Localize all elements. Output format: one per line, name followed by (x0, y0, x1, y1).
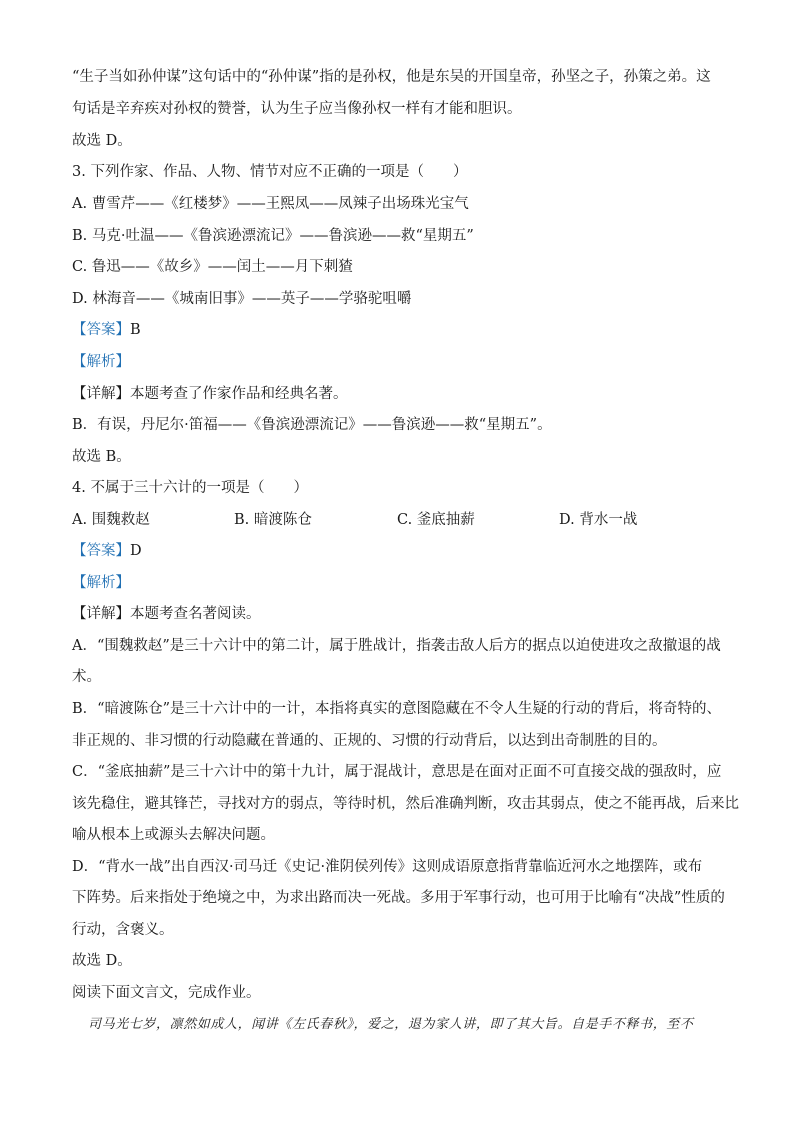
question-3-option-d: D. 林海音——《城南旧事》——英子——学骆驼咀嚼 (72, 291, 412, 307)
explanation-line: 术。 (72, 669, 101, 685)
answer-tag: 【答案】 (72, 322, 130, 338)
question-3-option-b: B. 马克·吐温——《鲁滨逊漂流记》——鲁滨逊——救“星期五” (72, 228, 474, 244)
answer-value: D (130, 543, 142, 559)
explanation-line: 非正规的、非习惯的行动隐藏在普通的、正规的、习惯的行动背后，以达到出奇制胜的目的。 (72, 733, 667, 749)
question-4-option-c: C. 釜底抽薪 (397, 512, 475, 528)
classical-passage-line: 司马光七岁，凛然如成人，闻讲《左氏春秋》，爱之，退为家人讲，即了其大旨。自是手不释书，至不 (88, 1017, 694, 1032)
explanation-line: 该先稳住，避其锋芒，寻找对方的弱点，等待时机，然后准确判断，攻击其弱点，使之不能再战，后来比 (72, 796, 739, 812)
detail-tag: 【详解】 (72, 606, 130, 622)
explanation-line: 行动，含褒义。 (72, 922, 174, 938)
answer-line (72, 541, 727, 561)
question-3-option-c: C. 鲁迅——《故乡》——闰土——月下刺猹 (72, 259, 353, 275)
explanation-line: 下阵势。后来指处于绝境之中，为求出路而决一死战。多用于军事行动，也可用于比喻有“决战”性质的 (72, 890, 725, 906)
paragraph-line: 句话是辛弃疾对孙权的赞誉，认为生子应当像孙权一样有才能和胆识。 (72, 101, 522, 117)
explanation-line: B．有误，丹尼尔·笛福——《鲁滨逊漂流记》——鲁滨逊——救“星期五”。 (72, 417, 552, 433)
question-3-stem: 3. 下列作家、作品、人物、情节对应不正确的一项是（ ） (72, 164, 468, 180)
answer-choice-line: 故选 D。 (72, 953, 132, 969)
detail-line (72, 384, 727, 404)
question-4-stem: 4. 不属于三十六计的一项是（ ） (72, 480, 308, 496)
explanation-line: A．“围魏救赵”是三十六计中的第二计，属于胜战计，指袭击敌人后方的据点以迫使进攻之敌撤退的战 (72, 638, 721, 654)
paragraph-line: “生子当如孙仲谋”这句话中的“孙仲谋”指的是孙权，他是东吴的开国皇帝，孙坚之子，孙策之弟。这 (72, 69, 711, 85)
explanation-line: D．“背水一战”出自西汉·司马迁《史记·淮阴侯列传》这则成语原意指背靠临近河水之地摆阵，或布 (72, 859, 703, 875)
detail-tag: 【详解】 (72, 386, 130, 402)
analysis-tag: 【解析】 (72, 575, 130, 591)
answer-tag: 【答案】 (72, 543, 130, 559)
answer-line (72, 320, 727, 340)
detail-line (72, 604, 727, 624)
reading-instruction: 阅读下面文言文，完成作业。 (72, 985, 261, 1001)
explanation-line: B．“暗渡陈仓”是三十六计中的一计，本指将真实的意图隐藏在不令人生疑的行动的背后，将奇特的、 (72, 701, 721, 717)
question-4-option-d: D. 背水一战 (559, 512, 638, 528)
detail-text: 本题考查了作家作品和经典名著。 (130, 386, 348, 402)
question-4-option-b: B. 暗渡陈仓 (234, 512, 312, 528)
explanation-line: C．“釜底抽薪”是三十六计中的第十九计，属于混战计，意思是在面对正面不可直接交战的强敌时，应 (72, 764, 722, 780)
answer-choice-line: 故选 B。 (72, 449, 131, 465)
question-4-option-a: A. 围魏救赵 (72, 512, 150, 528)
answer-choice-line: 故选 D。 (72, 133, 132, 149)
explanation-line: 喻从根本上或源头去解决问题。 (72, 827, 275, 843)
analysis-tag: 【解析】 (72, 354, 130, 370)
question-3-option-a: A. 曹雪芹——《红楼梦》——王熙凤——凤辣子出场珠光宝气 (72, 196, 469, 212)
answer-value: B (130, 322, 141, 338)
detail-text: 本题考查名著阅读。 (130, 606, 261, 622)
